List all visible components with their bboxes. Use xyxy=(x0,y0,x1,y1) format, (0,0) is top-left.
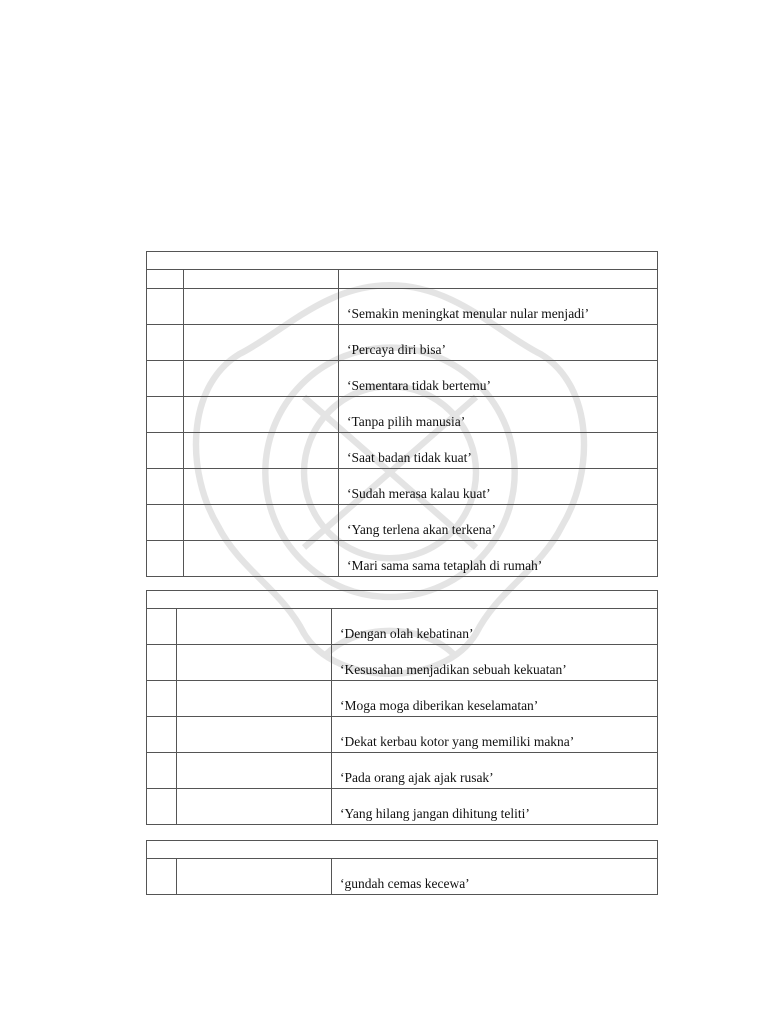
table-row xyxy=(147,433,658,469)
translation-cell: ‘gundah cemas kecewa’ xyxy=(332,859,658,895)
table-row xyxy=(147,361,658,397)
table-row xyxy=(147,645,658,681)
translation-cell: ‘Tanpa pilih manusia’ xyxy=(339,397,658,433)
translation-cell: ‘Sementara tidak bertemu’ xyxy=(339,361,658,397)
table-row xyxy=(147,753,658,789)
table-row xyxy=(147,541,658,577)
translation-cell: ‘Moga moga diberikan keselamatan’ xyxy=(332,681,658,717)
translation-cell: ‘Yang terlena akan terkena’ xyxy=(339,505,658,541)
translation-cell: ‘Dekat kerbau kotor yang memiliki makna’ xyxy=(332,717,658,753)
table-header-row xyxy=(147,841,658,859)
table-row xyxy=(147,289,658,325)
table-row xyxy=(147,681,658,717)
table-row xyxy=(147,789,658,825)
table-2 xyxy=(146,590,658,825)
translation-cell: ‘Yang hilang jangan dihitung teliti’ xyxy=(332,789,658,825)
translation-cell: ‘Dengan olah kebatinan’ xyxy=(332,609,658,645)
table-header-row xyxy=(147,252,658,270)
table-row xyxy=(147,859,658,895)
translation-cell: ‘Pada orang ajak ajak rusak’ xyxy=(332,753,658,789)
table-row xyxy=(147,469,658,505)
translation-cell: ‘Kesusahan menjadikan sebuah kekuatan’ xyxy=(332,645,658,681)
translation-cell: ‘Percaya diri bisa’ xyxy=(339,325,658,361)
translation-cell: ‘Saat badan tidak kuat’ xyxy=(339,433,658,469)
table-1 xyxy=(146,251,658,577)
translation-cell: ‘Mari sama sama tetaplah di rumah’ xyxy=(339,541,658,577)
translation-cell: ‘Semakin meningkat menular nular menjadi’ xyxy=(339,289,658,325)
table-header-row xyxy=(147,591,658,609)
table-subheader-row xyxy=(147,270,658,289)
table-row xyxy=(147,505,658,541)
table-row xyxy=(147,609,658,645)
table-row xyxy=(147,717,658,753)
translation-cell: ‘Sudah merasa kalau kuat’ xyxy=(339,469,658,505)
table-row xyxy=(147,397,658,433)
table-3 xyxy=(146,840,658,895)
table-row xyxy=(147,325,658,361)
